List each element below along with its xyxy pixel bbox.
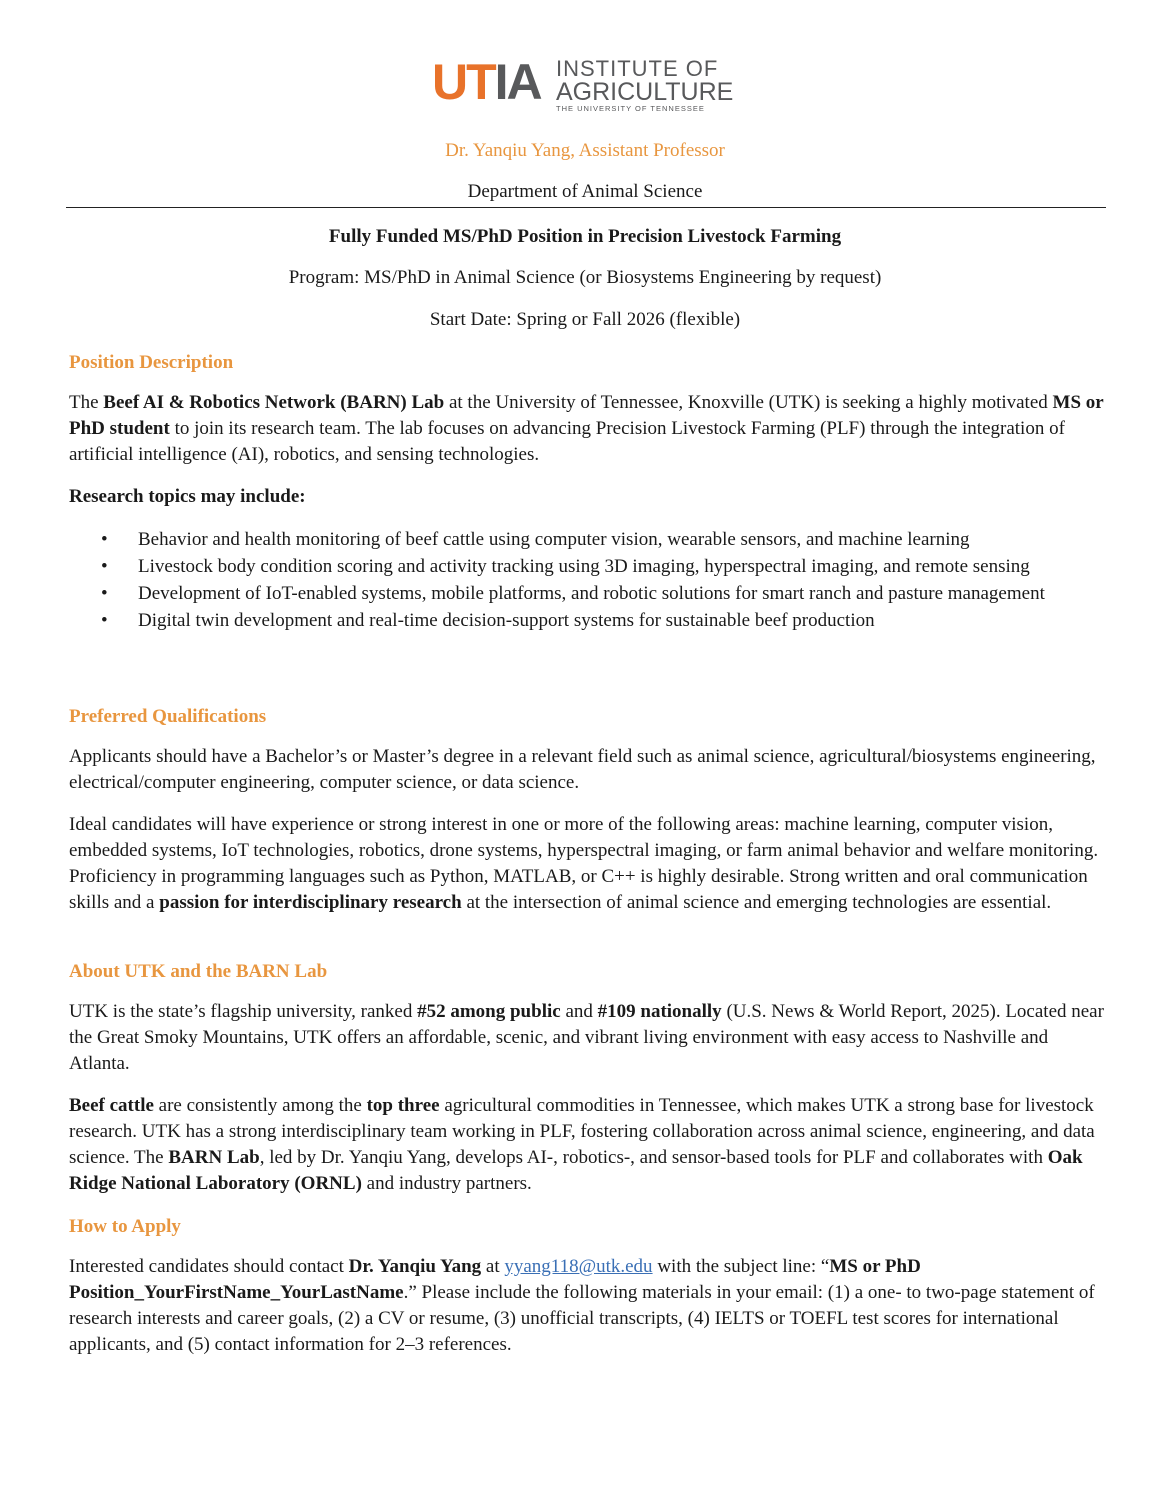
list-item: • Development of IoT-enabled systems, mobile platforms, and robotic solutions for smart ranch and pasture management: [69, 580, 1069, 607]
position-title: Fully Funded MS/PhD Position in Precision Livestock Farming: [328, 226, 842, 247]
utia-logo: [432, 54, 742, 114]
research-topics-heading: Research topics may include:: [69, 486, 306, 507]
list-item: • Livestock body condition scoring and activity tracking using 3D imaging, hyperspectral imaging, and remote sensing: [69, 553, 1069, 580]
heading-preferred-qualifications: Preferred Qualifications: [69, 706, 267, 727]
heading-position-description: Position Description: [69, 352, 234, 373]
logo-wordmark: [556, 58, 733, 114]
logo-line-university: THE UNIVERSITY OF TENNESSEE: [556, 104, 705, 113]
email-link[interactable]: yyang118@utk.edu: [504, 1256, 653, 1277]
heading-about: About UTK and the BARN Lab: [69, 961, 328, 982]
about-paragraph-utk: UTK is the state’s flagship university, ranked #52 among public and #109 nationally (U.S. News & World Report, 2025). Located near the Great Smoky Mountains, UTK offers an affordable, scenic, and vibrant living environment with easy access to Nashville and Atlanta.: [69, 1001, 1104, 1074]
research-topics-list: [69, 526, 1069, 634]
apply-paragraph: Interested candidates should contact Dr. Yanqiu Yang at yyang118@utk.edu with the subject line: “MS or PhD Position_YourFirstName_YourLastName.” Please include the following materials in your email: (1) a one- to two-page statement of research interests and career goals, (2) a CV or resume, (3) unofficial transcripts, (4) IELTS or TOEFL test scores for international applicants, and (5) contact information for 2–3 references.: [69, 1256, 1095, 1355]
list-item: • Digital twin development and real-time decision-support systems for sustainable beef production: [69, 607, 1069, 634]
logo-line-agriculture: AGRICULTURE: [556, 78, 734, 106]
qualifications-paragraph-skills: Ideal candidates will have experience or strong interest in one or more of the following areas: machine learning, computer vision, embedded systems, IoT technologies, robotics, drone systems, hyperspectral imaging, or farm animal behavior and welfare monitoring. Proficiency in programming languages such as Python, MATLAB, or C++ is highly desirable. Strong written and oral communication skills and a passion for interdisciplinary research at the intersection of animal science and emerging technologies are essential.: [69, 814, 1099, 913]
start-date-line: Start Date: Spring or Fall 2026 (flexible): [429, 309, 741, 330]
heading-how-to-apply: How to Apply: [69, 1216, 181, 1237]
qualifications-paragraph-degree: Applicants should have a Bachelor’s or Master’s degree in a relevant field such as animal science, agricultural/biosystems engineering, electrical/computer engineering, computer science, or data science.: [69, 746, 1096, 793]
list-item: • Behavior and health monitoring of beef cattle using computer vision, wearable sensors, and machine learning: [69, 526, 1069, 553]
position-description-paragraph: The Beef AI & Robotics Network (BARN) Lab at the University of Tennessee, Knoxville (UTK) is seeking a highly motivated MS or PhD student to join its research team. The lab focuses on advancing Precision Livestock Farming (PLF) through the integration of artificial intelligence (AI), robotics, and sensing technologies.: [69, 392, 1104, 465]
logo-line-institute: INSTITUTE OF: [556, 56, 719, 81]
about-paragraph-barn: Beef cattle are consistently among the top three agricultural commodities in Tennessee, which makes UTK a strong base for livestock research. UTK has a strong interdisciplinary team working in PLF, fostering collaboration across animal science, engineering, and data science. The BARN Lab, led by Dr. Yanqiu Yang, develops AI-, robotics-, and sensor-based tools for PLF and collaborates with Oak Ridge National Laboratory (ORNL) and industry partners.: [69, 1095, 1095, 1194]
professor-name: Dr. Yanqiu Yang, Assistant Professor: [445, 140, 725, 161]
department-name: Department of Animal Science: [467, 181, 703, 202]
program-line: Program: MS/PhD in Animal Science (or Biosystems Engineering by request): [288, 267, 882, 288]
logo-mark: UTIA: [432, 54, 541, 110]
header-divider: [66, 207, 1106, 208]
